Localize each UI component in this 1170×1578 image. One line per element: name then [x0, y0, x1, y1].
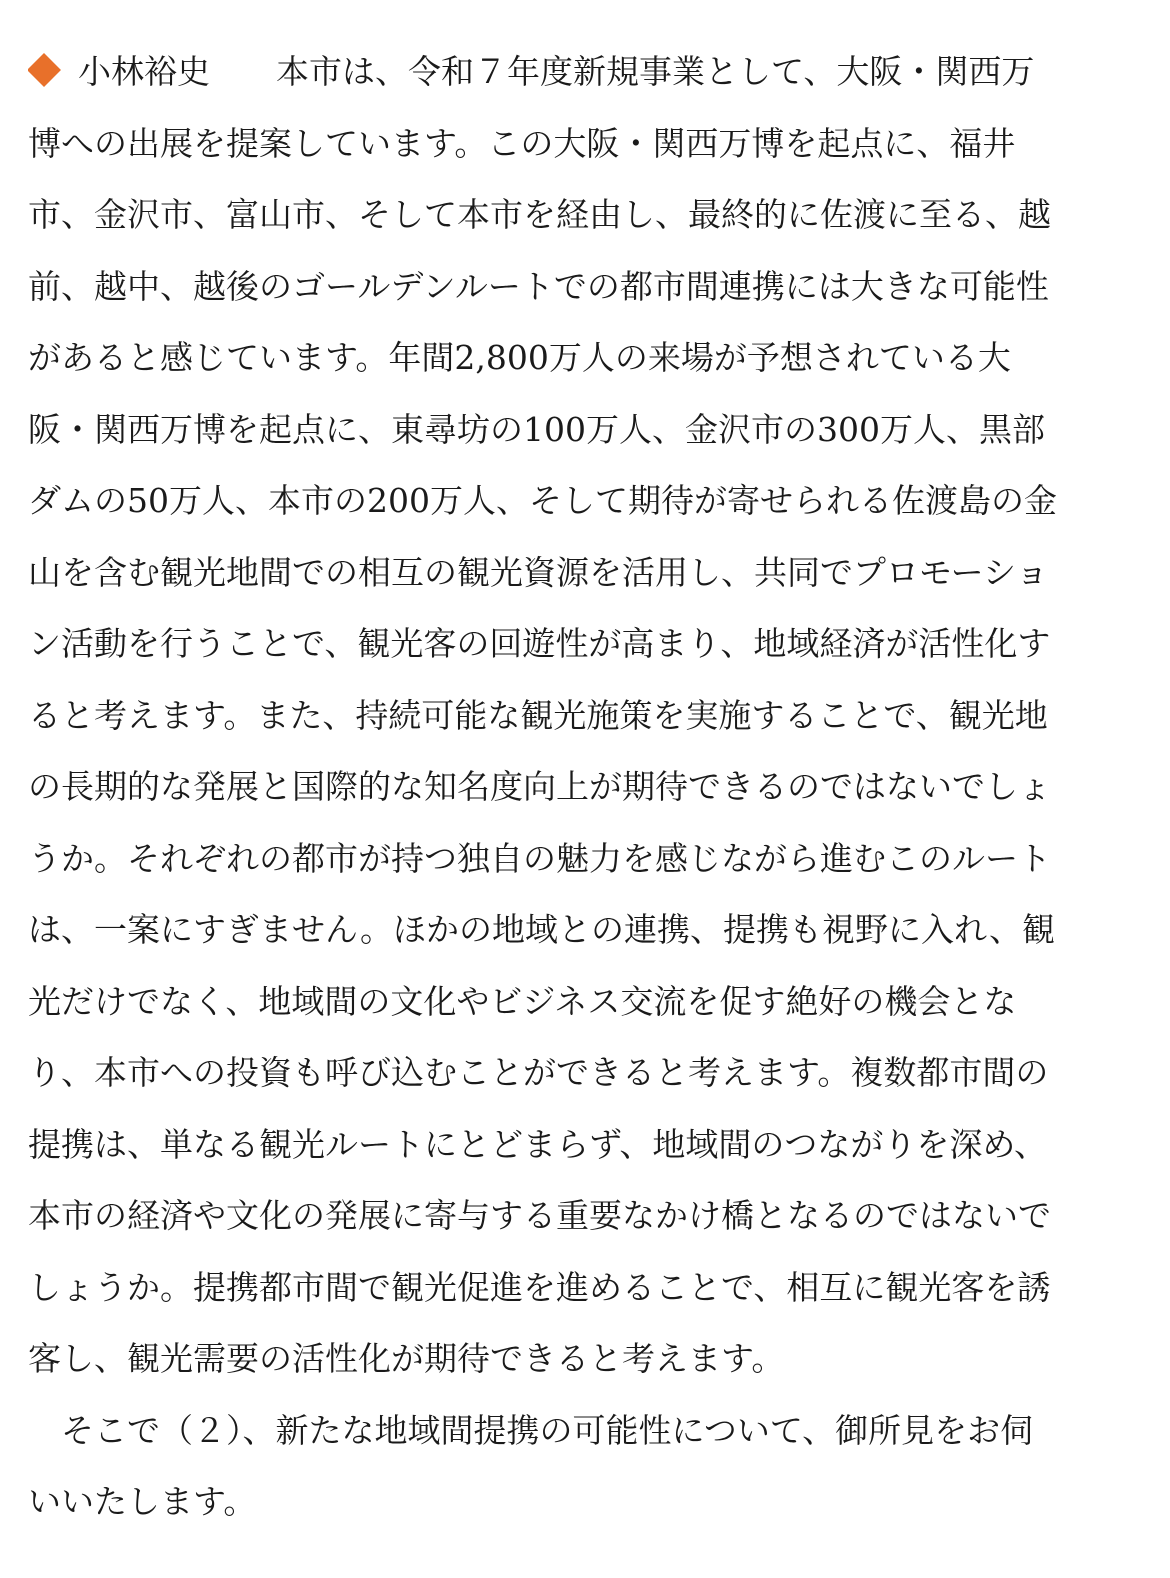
- text-line-12: うか。それぞれの都市が持つ独自の魅力を感じながら進むこのルート: [28, 838, 1051, 878]
- text-line-6: 阪・関西万博を起点に、東尋坊の100万人、金沢市の300万人、黒部: [28, 409, 1045, 449]
- text-line-8: 山を含む観光地間での相互の観光資源を活用し、共同でプロモーショ: [28, 552, 1049, 592]
- text-line-21: いいたします。: [28, 1482, 257, 1521]
- speaker-name: 小林裕史: [78, 52, 210, 91]
- text-line-7: ダムの50万人、本市の200万人、そして期待が寄せられる佐渡島の金: [28, 481, 1057, 520]
- text-line-1-content: 本市は、令和７年度新規事業として、大阪・関西万: [276, 52, 1035, 91]
- text-line-5: があると感じています。年間2,800万人の来場が予想されている大: [28, 338, 1011, 377]
- text-line-2: 博への出展を提案しています。この大阪・関西万博を起点に、福井: [28, 123, 1016, 163]
- text-line-18: しょうか。提携都市間で観光促進を進めることで、相互に観光客を誘: [28, 1267, 1051, 1307]
- text-line-15: り、本市への投資も呼び込むことができると考えます。複数都市間の: [28, 1053, 1049, 1092]
- text-line-16: 提携は、単なる観光ルートにとどまらず、地域間のつながりを深め、: [28, 1124, 1048, 1164]
- text-line-13: は、一案にすぎません。ほかの地域との連携、提携も視野に入れ、観: [28, 910, 1055, 949]
- text-line-11: の長期的な発展と国際的な知名度向上が期待できるのではないでしょ: [28, 767, 1051, 806]
- text-line-9: ン活動を行うことで、観光客の回遊性が高まり、地域経済が活性化す: [28, 624, 1051, 663]
- text-line-4: 前、越中、越後のゴールデンルートでの都市間連携には大きな可能性: [28, 266, 1049, 306]
- text-line-17: 本市の経済や文化の発展に寄与する重要なかけ橋となるのではないで: [28, 1196, 1051, 1235]
- speech-document: [28, 36, 1142, 1538]
- text-line-19: 客し、観光需要の活性化が期待できると考えます。: [28, 1339, 785, 1378]
- text-line-1: [28, 36, 1142, 108]
- text-line-20: そこで（２）、新たな地域間提携の可能性について、御所見をお伺: [28, 1410, 1034, 1450]
- text-line-14: 光だけでなく、地域間の文化やビジネス交流を促す絶好の機会とな: [28, 981, 1017, 1021]
- text-line-3: 市、金沢市、富山市、そして本市を経由し、最終的に佐渡に至る、越: [28, 195, 1051, 234]
- orange-diamond-icon: [28, 53, 61, 87]
- text-line-10: ると考えます。また、持続可能な観光施策を実施することで、観光地: [28, 695, 1048, 735]
